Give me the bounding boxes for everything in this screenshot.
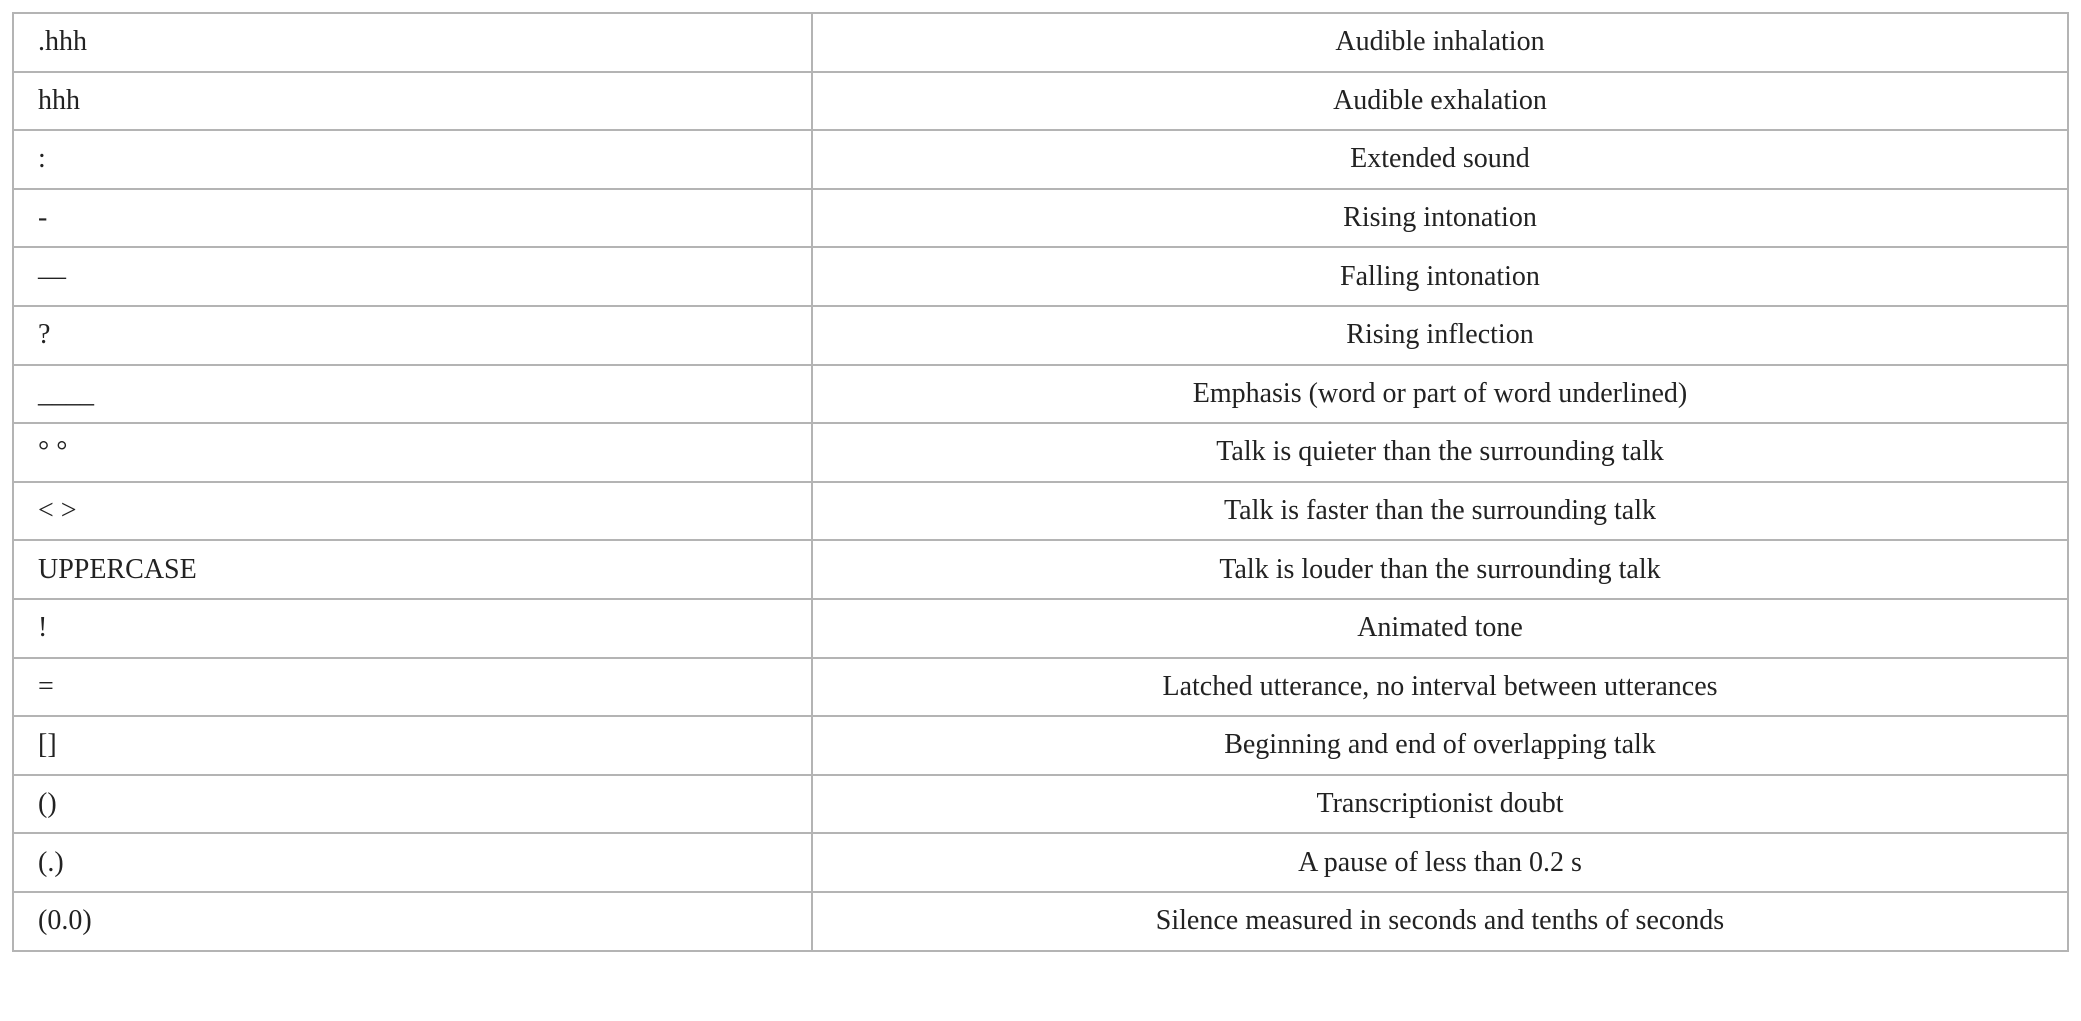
symbol-cell: hhh <box>13 72 812 131</box>
symbol-cell: — <box>13 247 812 306</box>
transcription-notation-table-container <box>12 12 2069 952</box>
symbol-cell: ! <box>13 599 812 658</box>
meaning-cell: Transcriptionist doubt <box>812 775 2068 834</box>
meaning-cell: Beginning and end of overlapping talk <box>812 716 2068 775</box>
meaning-cell: Extended sound <box>812 130 2068 189</box>
symbol-cell: - <box>13 189 812 248</box>
table-row <box>13 540 2068 599</box>
table-row <box>13 833 2068 892</box>
symbol-cell: = <box>13 658 812 717</box>
meaning-cell: Rising inflection <box>812 306 2068 365</box>
table-row <box>13 716 2068 775</box>
table-row <box>13 130 2068 189</box>
symbol-cell: ? <box>13 306 812 365</box>
symbol-cell: ____ <box>13 365 812 424</box>
meaning-cell: Talk is quieter than the surrounding talk <box>812 423 2068 482</box>
symbol-cell: (.) <box>13 833 812 892</box>
table-row <box>13 13 2068 72</box>
table-row <box>13 247 2068 306</box>
meaning-cell: Audible inhalation <box>812 13 2068 72</box>
meaning-cell: Talk is louder than the surrounding talk <box>812 540 2068 599</box>
symbol-cell: < > <box>13 482 812 541</box>
transcription-notation-table <box>12 12 2069 952</box>
table-row <box>13 892 2068 951</box>
symbol-cell: () <box>13 775 812 834</box>
symbol-cell: [] <box>13 716 812 775</box>
table-row <box>13 658 2068 717</box>
symbol-cell: ° ° <box>13 423 812 482</box>
table-row <box>13 775 2068 834</box>
symbol-cell: UPPERCASE <box>13 540 812 599</box>
meaning-cell: Silence measured in seconds and tenths of seconds <box>812 892 2068 951</box>
meaning-cell: Latched utterance, no interval between utterances <box>812 658 2068 717</box>
symbol-cell: : <box>13 130 812 189</box>
meaning-cell: Talk is faster than the surrounding talk <box>812 482 2068 541</box>
meaning-cell: A pause of less than 0.2 s <box>812 833 2068 892</box>
meaning-cell: Emphasis (word or part of word underlined) <box>812 365 2068 424</box>
symbol-cell: (0.0) <box>13 892 812 951</box>
symbol-cell: .hhh <box>13 13 812 72</box>
table-body <box>13 13 2068 951</box>
table-row <box>13 306 2068 365</box>
table-row <box>13 599 2068 658</box>
table-row <box>13 189 2068 248</box>
table-row <box>13 423 2068 482</box>
table-row <box>13 482 2068 541</box>
meaning-cell: Animated tone <box>812 599 2068 658</box>
meaning-cell: Rising intonation <box>812 189 2068 248</box>
meaning-cell: Audible exhalation <box>812 72 2068 131</box>
table-row <box>13 72 2068 131</box>
meaning-cell: Falling intonation <box>812 247 2068 306</box>
table-row <box>13 365 2068 424</box>
